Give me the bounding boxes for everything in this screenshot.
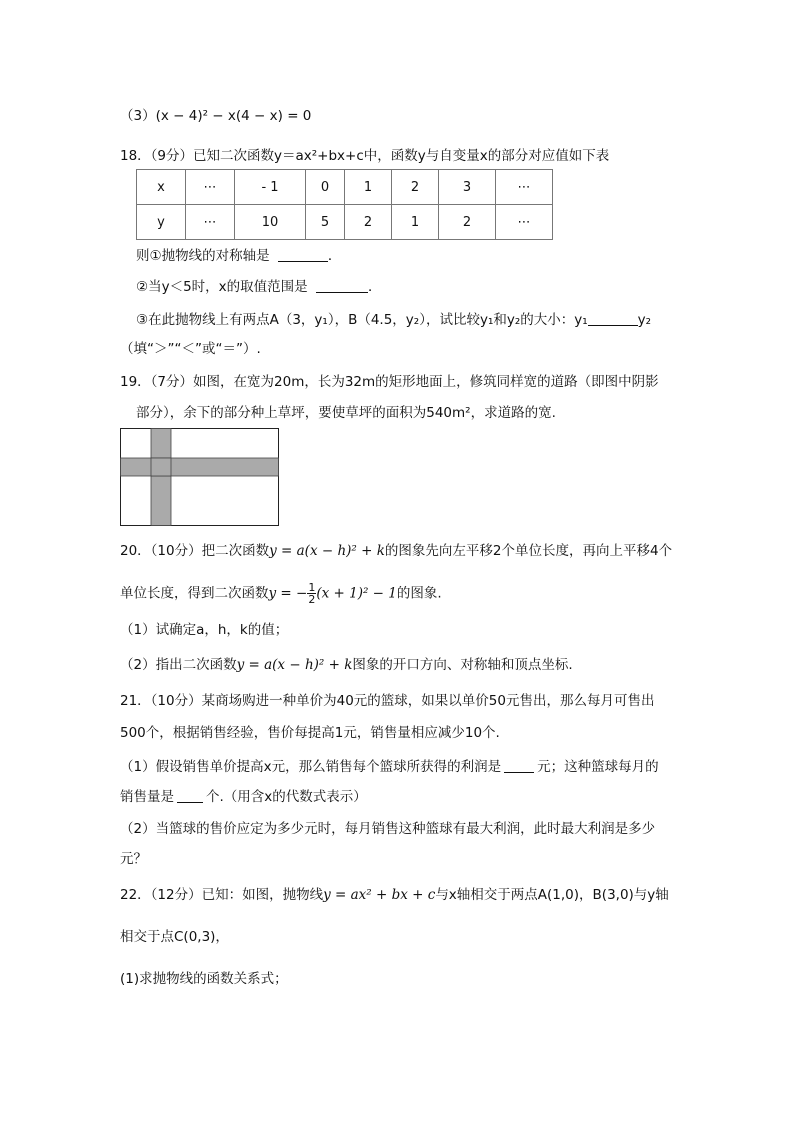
q18-part3-text: ③在此抛物线上有两点A（3，y₁），B（4.5，y₂），试比较y₁和y₂的大小：y₁ xyxy=(136,312,588,328)
q19-line1: 19．（7分）如图，在宽为20m，长为32m的矩形地面上，修筑同样宽的道路（即图中阴影 xyxy=(120,374,659,390)
q22-text: 与x轴相交于两点A(1,0)，B(3,0)与y轴 xyxy=(435,887,669,903)
q18-part1: 则①抛物线的对称轴是 ． xyxy=(136,248,342,264)
q18-part1-text: 则①抛物线的对称轴是 xyxy=(136,248,270,264)
q18-part2: ②当y＜5时，x的取值范围是 ． xyxy=(136,279,382,295)
q20-text: 的图象. xyxy=(396,585,442,602)
answer-blank xyxy=(504,758,534,773)
table-cell: ⋯ xyxy=(186,205,235,240)
q21-text: 个.（用含x的代数式表示） xyxy=(206,789,367,805)
q20-equation: y = a(x − h)² + k xyxy=(236,657,353,673)
q20-sub2 xyxy=(120,655,573,675)
q18-note: （填“＞”“＜”或“＝”）. xyxy=(120,341,261,357)
answer-blank xyxy=(316,278,368,293)
table-row-y xyxy=(137,205,553,240)
q21-line4 xyxy=(120,787,367,807)
q21-line2: 500个，根据销售经验，售价每提高1元，销售量相应减少10个. xyxy=(120,725,500,741)
table-cell: 5 xyxy=(306,205,345,240)
table-cell: ⋯ xyxy=(186,170,235,205)
q19-line2: 部分），余下的部分种上草坪，要使草坪的面积为540m²，求道路的宽. xyxy=(136,405,556,421)
table-cell: 1 xyxy=(345,170,392,205)
q20-line1 xyxy=(120,541,672,561)
table-cell: ⋯ xyxy=(496,205,553,240)
q22-equation: y = ax² + bx + c xyxy=(323,887,436,903)
table-cell: - 1 xyxy=(235,170,306,205)
answer-blank xyxy=(588,311,638,326)
q21-text: （1）假设销售单价提高x元，那么销售每个篮球所获得的利润是 xyxy=(120,759,502,775)
table-cell: ⋯ xyxy=(496,170,553,205)
answer-blank xyxy=(278,247,328,262)
q18-part3 xyxy=(136,310,651,330)
q21-line1: 21．（10分）某商场购进一种单价为40元的篮球，如果以单价50元售出，那么每月可售出 xyxy=(120,693,655,709)
rectangle-lot xyxy=(121,429,279,526)
q20-text: 20．（10分）把二次函数 xyxy=(120,543,270,559)
q21-line5: （2）当篮球的售价应定为多少元时，每月销售这种篮球有最大利润，此时最大利润是多少 xyxy=(120,821,656,837)
q20-sub1: （1）试确定a，h，k的值； xyxy=(120,622,289,638)
table-cell: y xyxy=(137,205,186,240)
q22-text: 22．（12分）已知：如图，抛物线 xyxy=(120,887,324,903)
table-cell: 3 xyxy=(439,170,496,205)
table-cell: x xyxy=(137,170,186,205)
fraction-one-half xyxy=(307,582,316,605)
table-cell: 1 xyxy=(392,205,439,240)
table-cell: 2 xyxy=(345,205,392,240)
table-row-x xyxy=(137,170,553,205)
q21-line3 xyxy=(120,757,659,777)
q22-line1 xyxy=(120,885,669,905)
q18-intro: 18．（9分）已知二次函数y＝ax²+bx+c中，函数y与自变量x的部分对应值如下表 xyxy=(120,148,610,164)
table-cell: 0 xyxy=(306,170,345,205)
q20-text: 单位长度，得到二次函数 xyxy=(120,585,269,602)
q18-part3-y2: y₂ xyxy=(637,312,652,328)
vertical-road xyxy=(151,429,171,526)
table-cell: 2 xyxy=(439,205,496,240)
q20-equation: (x + 1)² − 1 xyxy=(316,585,397,602)
fraction-denominator: 2 xyxy=(308,593,316,606)
road-intersection xyxy=(151,458,171,476)
q22-line2: 相交于点C(0,3)， xyxy=(120,929,229,945)
value-table xyxy=(136,169,553,240)
q20-line2 xyxy=(120,582,442,605)
q20-text: （2）指出二次函数 xyxy=(120,657,237,673)
table-cell: 2 xyxy=(392,170,439,205)
q21-text: 元；这种篮球每月的 xyxy=(537,759,659,775)
q18-part2-text: ②当y＜5时，x的取值范围是 xyxy=(136,279,308,295)
q22-line3: (1)求抛物线的函数关系式； xyxy=(120,971,288,987)
answer-blank xyxy=(177,788,203,803)
fraction-numerator: 1 xyxy=(308,581,316,594)
road-figure xyxy=(120,428,282,528)
table-cell: 10 xyxy=(235,205,306,240)
q20-equation: y = a(x − h)² + k xyxy=(269,543,385,559)
q17-equation-3: （3）(x − 4)² − x(4 − x) = 0 xyxy=(120,108,312,124)
q20-equation: y = − xyxy=(268,585,308,602)
q21-text: 销售量是 xyxy=(120,789,174,805)
q20-text: 的图象先向左平移2个单位长度，再向上平移4个 xyxy=(384,543,673,559)
q20-text: 图象的开口方向、对称轴和顶点坐标. xyxy=(352,657,573,673)
horizontal-road xyxy=(121,458,279,476)
q21-line6: 元？ xyxy=(120,851,147,867)
